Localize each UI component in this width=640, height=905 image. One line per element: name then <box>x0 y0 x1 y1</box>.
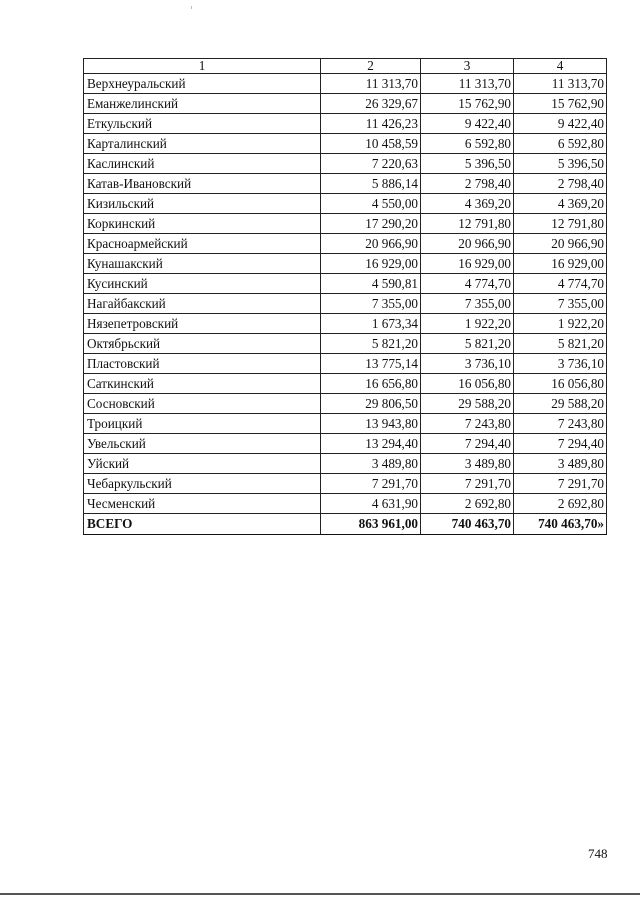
table-row <box>84 494 607 514</box>
district-name-cell: Увельский <box>84 434 321 454</box>
table-row <box>84 134 607 154</box>
district-name-cell: Чебаркульский <box>84 474 321 494</box>
value-cell-col-3: 1 922,20 <box>421 314 514 334</box>
total-label-cell: ВСЕГО <box>84 514 321 535</box>
bottom-rule <box>0 893 640 895</box>
value-cell-col-4: 1 922,20 <box>514 314 607 334</box>
value-cell-col-2: 3 489,80 <box>321 454 421 474</box>
value-cell-col-2: 16 656,80 <box>321 374 421 394</box>
value-cell-col-3: 2 692,80 <box>421 494 514 514</box>
table-row <box>84 214 607 234</box>
value-cell-col-3: 15 762,90 <box>421 94 514 114</box>
value-cell-col-2: 16 929,00 <box>321 254 421 274</box>
value-cell-col-4: 7 355,00 <box>514 294 607 314</box>
value-cell-col-3: 2 798,40 <box>421 174 514 194</box>
value-cell-col-2: 26 329,67 <box>321 94 421 114</box>
value-cell-col-3: 4 774,70 <box>421 274 514 294</box>
value-cell-col-2: 11 426,23 <box>321 114 421 134</box>
total-row <box>84 514 607 535</box>
column-header-2: 2 <box>321 59 421 74</box>
value-cell-col-3: 7 291,70 <box>421 474 514 494</box>
value-cell-col-2: 29 806,50 <box>321 394 421 414</box>
table-row <box>84 274 607 294</box>
table-row <box>84 374 607 394</box>
value-cell-col-3: 5 396,50 <box>421 154 514 174</box>
value-cell-col-3: 3 736,10 <box>421 354 514 374</box>
value-cell-col-4: 11 313,70 <box>514 74 607 94</box>
page-number: 748 <box>588 846 608 861</box>
value-cell-col-2: 4 631,90 <box>321 494 421 514</box>
table-row <box>84 114 607 134</box>
value-cell-col-4: 12 791,80 <box>514 214 607 234</box>
value-cell-col-3: 6 592,80 <box>421 134 514 154</box>
value-cell-col-2: 4 590,81 <box>321 274 421 294</box>
column-header-4: 4 <box>514 59 607 74</box>
value-cell-col-2: 4 550,00 <box>321 194 421 214</box>
table-row <box>84 194 607 214</box>
district-name-cell: Коркинский <box>84 214 321 234</box>
column-header-1: 1 <box>84 59 321 74</box>
value-cell-col-4: 9 422,40 <box>514 114 607 134</box>
value-cell-col-4: 16 929,00 <box>514 254 607 274</box>
table-row <box>84 334 607 354</box>
district-name-cell: Кусинский <box>84 274 321 294</box>
value-cell-col-2: 20 966,90 <box>321 234 421 254</box>
district-name-cell: Верхнеуральский <box>84 74 321 94</box>
table-row <box>84 234 607 254</box>
district-name-cell: Еманжелинский <box>84 94 321 114</box>
table-row <box>84 454 607 474</box>
value-cell-col-4: 6 592,80 <box>514 134 607 154</box>
value-cell-col-4: 20 966,90 <box>514 234 607 254</box>
district-name-cell: Троицкий <box>84 414 321 434</box>
value-cell-col-3: 3 489,80 <box>421 454 514 474</box>
district-name-cell: Саткинский <box>84 374 321 394</box>
district-name-cell: Кунашакский <box>84 254 321 274</box>
value-cell-col-4: 29 588,20 <box>514 394 607 414</box>
value-cell-col-3: 9 422,40 <box>421 114 514 134</box>
value-cell-col-3: 29 588,20 <box>421 394 514 414</box>
table-row <box>84 354 607 374</box>
value-cell-col-4: 2 692,80 <box>514 494 607 514</box>
total-value-col-4: 740 463,70» <box>514 514 607 535</box>
value-cell-col-4: 4 774,70 <box>514 274 607 294</box>
value-cell-col-3: 16 056,80 <box>421 374 514 394</box>
value-cell-col-4: 15 762,90 <box>514 94 607 114</box>
value-cell-col-2: 13 943,80 <box>321 414 421 434</box>
district-name-cell: Нагайбакский <box>84 294 321 314</box>
value-cell-col-4: 5 821,20 <box>514 334 607 354</box>
value-cell-col-2: 10 458,59 <box>321 134 421 154</box>
value-cell-col-3: 7 294,40 <box>421 434 514 454</box>
table-row <box>84 294 607 314</box>
table-row <box>84 154 607 174</box>
value-cell-col-3: 20 966,90 <box>421 234 514 254</box>
value-cell-col-4: 16 056,80 <box>514 374 607 394</box>
table-row <box>84 94 607 114</box>
value-cell-col-2: 1 673,34 <box>321 314 421 334</box>
table-row <box>84 414 607 434</box>
value-cell-col-4: 7 294,40 <box>514 434 607 454</box>
value-cell-col-4: 5 396,50 <box>514 154 607 174</box>
district-name-cell: Кизильский <box>84 194 321 214</box>
value-cell-col-2: 7 220,63 <box>321 154 421 174</box>
district-name-cell: Еткульский <box>84 114 321 134</box>
table-row <box>84 314 607 334</box>
district-name-cell: Пластовский <box>84 354 321 374</box>
district-name-cell: Катав-Ивановский <box>84 174 321 194</box>
value-cell-col-2: 17 290,20 <box>321 214 421 234</box>
total-value-col-2: 863 961,00 <box>321 514 421 535</box>
table-row <box>84 474 607 494</box>
value-cell-col-4: 3 489,80 <box>514 454 607 474</box>
district-name-cell: Уйский <box>84 454 321 474</box>
district-name-cell: Чесменский <box>84 494 321 514</box>
value-cell-col-3: 4 369,20 <box>421 194 514 214</box>
table-row <box>84 74 607 94</box>
value-cell-col-3: 11 313,70 <box>421 74 514 94</box>
district-name-cell: Карталинский <box>84 134 321 154</box>
value-cell-col-3: 16 929,00 <box>421 254 514 274</box>
value-cell-col-3: 5 821,20 <box>421 334 514 354</box>
district-name-cell: Красноармейский <box>84 234 321 254</box>
table-row <box>84 434 607 454</box>
district-name-cell: Октябрьский <box>84 334 321 354</box>
table-row <box>84 254 607 274</box>
value-cell-col-3: 7 243,80 <box>421 414 514 434</box>
table-row <box>84 394 607 414</box>
district-name-cell: Сосновский <box>84 394 321 414</box>
value-cell-col-3: 7 355,00 <box>421 294 514 314</box>
table-row <box>84 174 607 194</box>
column-header-3: 3 <box>421 59 514 74</box>
district-name-cell: Каслинский <box>84 154 321 174</box>
total-value-col-3: 740 463,70 <box>421 514 514 535</box>
district-name-cell: Нязепетровский <box>84 314 321 334</box>
value-cell-col-4: 3 736,10 <box>514 354 607 374</box>
value-cell-col-4: 2 798,40 <box>514 174 607 194</box>
value-cell-col-2: 7 355,00 <box>321 294 421 314</box>
scan-artifact-mark <box>191 6 192 9</box>
value-cell-col-2: 13 775,14 <box>321 354 421 374</box>
header-row <box>84 59 607 74</box>
value-cell-col-4: 7 243,80 <box>514 414 607 434</box>
budget-table <box>83 58 607 535</box>
value-cell-col-4: 4 369,20 <box>514 194 607 214</box>
value-cell-col-2: 5 821,20 <box>321 334 421 354</box>
value-cell-col-4: 7 291,70 <box>514 474 607 494</box>
value-cell-col-2: 13 294,40 <box>321 434 421 454</box>
value-cell-col-2: 7 291,70 <box>321 474 421 494</box>
value-cell-col-2: 5 886,14 <box>321 174 421 194</box>
value-cell-col-3: 12 791,80 <box>421 214 514 234</box>
value-cell-col-2: 11 313,70 <box>321 74 421 94</box>
